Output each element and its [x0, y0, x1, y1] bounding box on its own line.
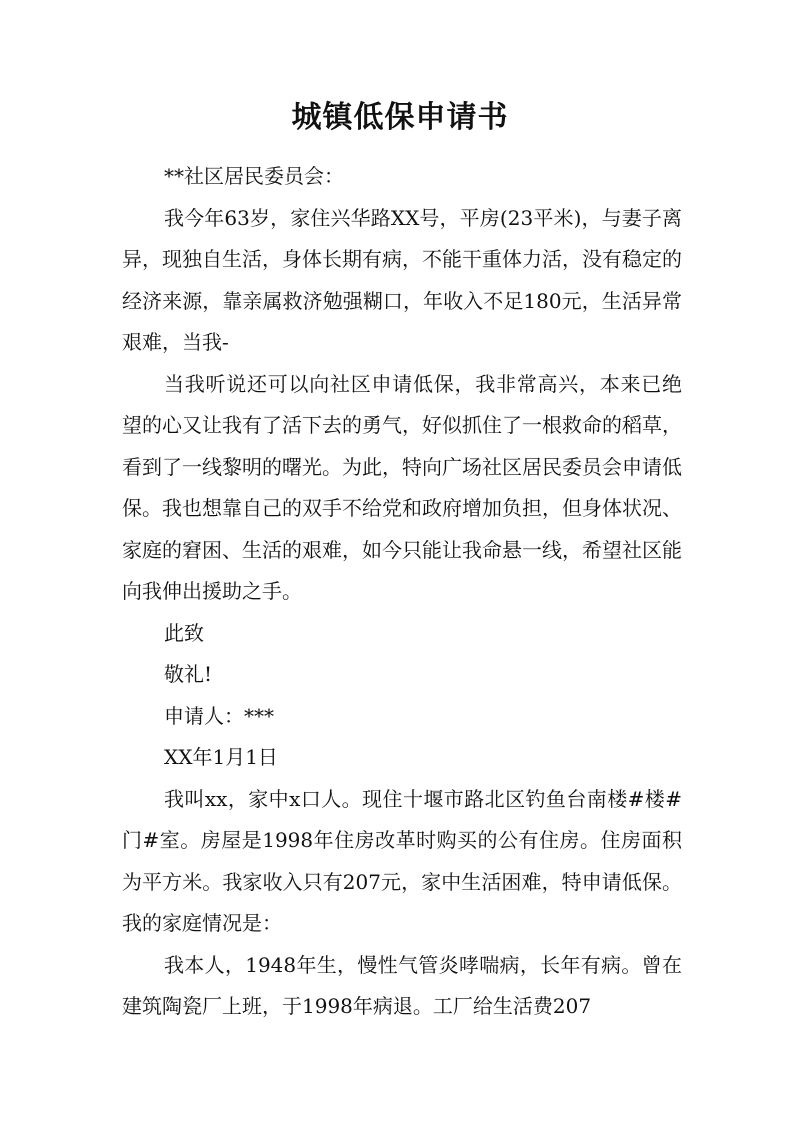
- paragraph-3: 我叫xx，家中x口人。现住十堰市路北区钓鱼台南楼#楼#门#室。房屋是1998年住房改革时购买的公有住房。住房面积为平方米。我家收入只有207元，家中生活困难，特申请低保。我的家庭情况是：: [122, 786, 682, 935]
- closing-ci-zhi: 此致: [164, 620, 204, 645]
- applicant-line: 申请人：***: [164, 703, 274, 728]
- document-title: 城镇低保申请书: [291, 100, 509, 135]
- paragraph-2: 当我听说还可以向社区申请低保，我非常高兴，本来已绝望的心又让我有了活下去的勇气，好似抓住了一根救命的稻草，看到了一线黎明的曙光。为此，特向广场社区居民委员会申请低保。我也想靠自己的双手不给党和政府增加负担，但身体状况、家庭的窘困、生活的艰难，如今只能让我命悬一线，希望社区能向我伸出援助之手。: [122, 371, 682, 603]
- date-line: XX年1月1日: [164, 745, 278, 769]
- salutation: **社区居民委员会：: [164, 164, 344, 188]
- paragraph-4: 我本人，1948年生，慢性气管炎哮喘病，长年有病。曾在建筑陶瓷厂上班，于1998年病退。工厂给生活费207: [122, 952, 682, 1018]
- paragraph-1: 我今年63岁，家住兴华路XX号，平房(23平米)，与妻子离异，现独自生活，身体长期有病，不能干重体力活，没有稳定的经济来源，靠亲属救济勉强糊口，年收入不足180元，生活异常艰难，当我-: [122, 205, 682, 354]
- closing-jing-li: 敬礼!: [164, 662, 213, 686]
- document-body: [122, 156, 682, 1028]
